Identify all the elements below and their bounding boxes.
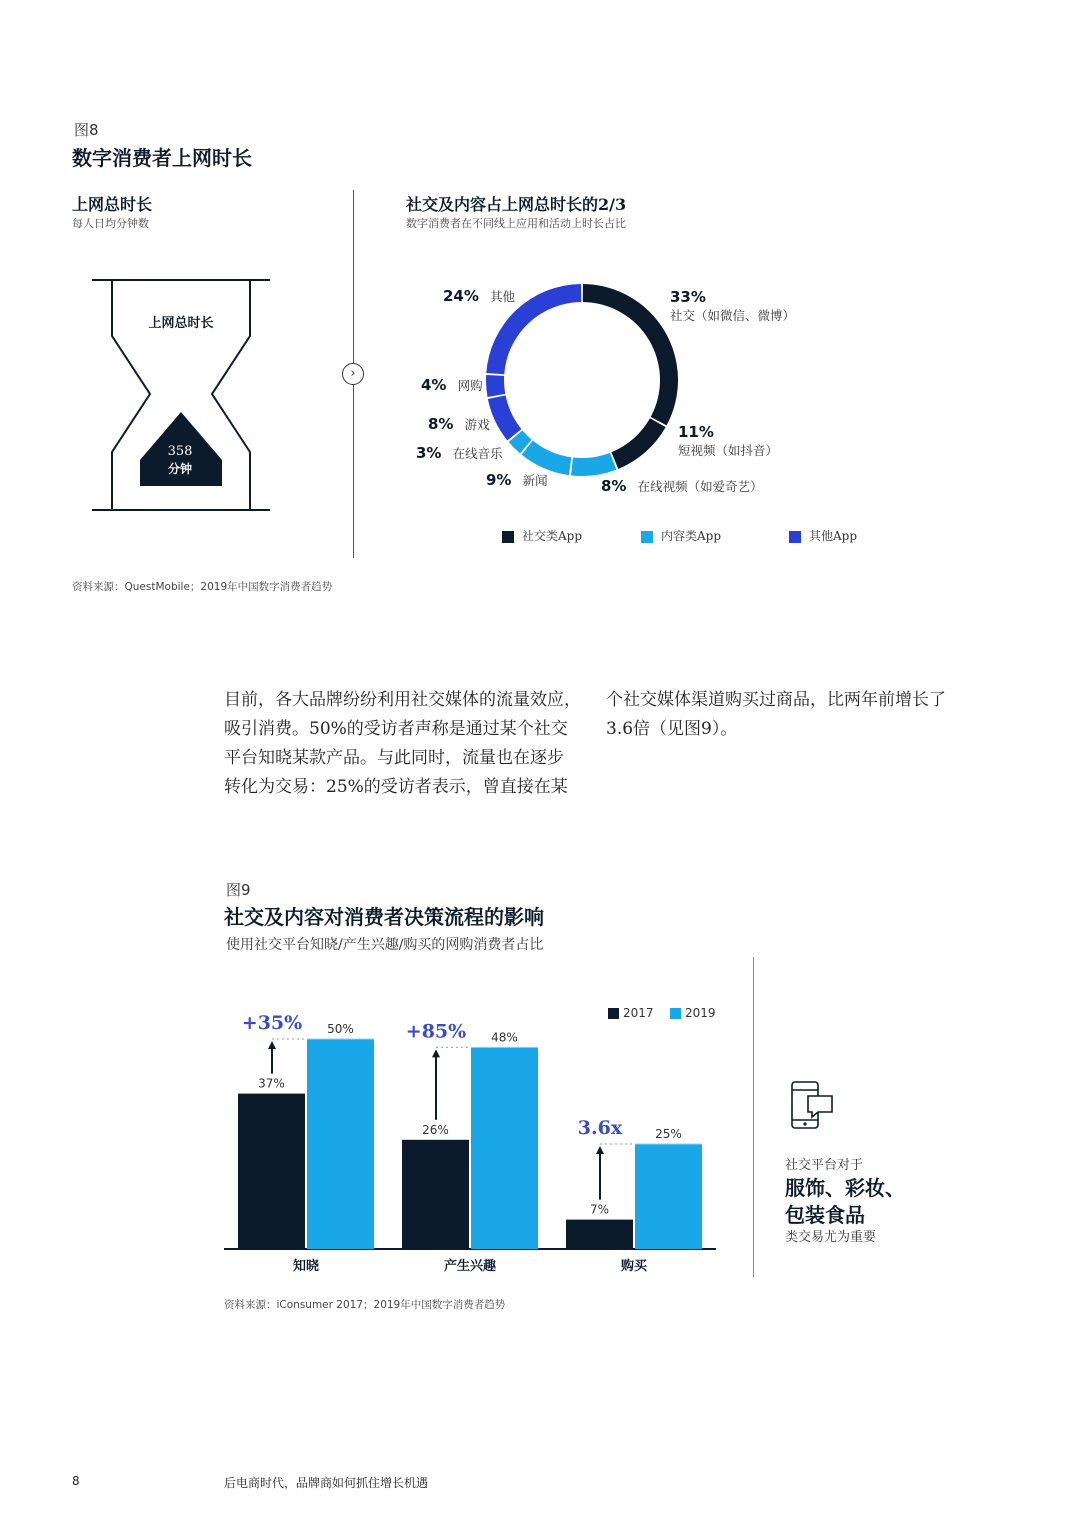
legend-other: [789, 527, 857, 544]
bar-value-label: 7%: [589, 1202, 610, 1217]
phone-chat-icon: [788, 1080, 836, 1132]
bar-2019-1: [471, 1047, 538, 1249]
bar-value-label: 26%: [422, 1122, 449, 1137]
donut-name: 网购: [457, 378, 483, 393]
donut-pct: 11%: [678, 423, 714, 441]
footer-title: 后电商时代，品牌商如何抓住增长机遇: [224, 1476, 429, 1490]
legend-label: 2017: [623, 1006, 654, 1020]
donut-label-other: [443, 286, 515, 305]
fig9-subtitle: 使用社交平台知晓/产生兴趣/购买的网购消费者占比: [226, 937, 544, 953]
donut-slice-1: [611, 418, 665, 469]
side-note-line3: 包装食品: [785, 1203, 865, 1227]
donut-label-shopping: [421, 375, 483, 394]
donut-label-music: [416, 443, 503, 462]
legend-label: 其他App: [809, 529, 858, 543]
donut-slice-6: [486, 375, 505, 397]
bar-value-label: 25%: [655, 1127, 682, 1141]
donut-pct: 4%: [421, 376, 447, 394]
fig8-left-title: 上网总时长: [72, 195, 153, 214]
fig8-right-title: 社交及内容占上网总时长的2/3: [406, 195, 627, 214]
donut-pct: 9%: [486, 471, 512, 489]
legend-swatch: [641, 531, 653, 543]
legend-label: 内容类App: [661, 529, 722, 543]
bar-chart: [220, 995, 730, 1280]
side-note-line4: 类交易尤为重要: [785, 1230, 877, 1245]
donut-name: 在线音乐: [452, 446, 503, 461]
legend-swatch: [502, 531, 514, 543]
growth-label: +85%: [405, 1020, 467, 1043]
hourglass-label: 上网总时长: [148, 316, 214, 331]
donut-pct: 8%: [428, 415, 454, 433]
donut-slice-0: [583, 284, 678, 425]
fig9-source: 资料来源：iConsumer 2017；2019年中国数字消费者趋势: [224, 1299, 506, 1311]
donut-label-video: [601, 476, 763, 495]
legend-social: [502, 527, 582, 544]
growth-arrow-head: [268, 1041, 276, 1049]
fig8-source: 资料来源：QuestMobile；2019年中国数字消费者趋势: [72, 581, 333, 593]
side-note-line2: 服饰、彩妆、: [785, 1176, 905, 1200]
donut-pct: 24%: [443, 287, 479, 305]
donut-slice-2: [571, 453, 616, 476]
fig9-label: 图9: [226, 881, 251, 899]
bar-legend-2019: [670, 1006, 716, 1020]
text-line: 平台知晓某款产品。与此同时，流量也在逐步: [224, 748, 564, 768]
legend-label: 2019: [685, 1006, 716, 1020]
bar-2017-0: [238, 1094, 305, 1249]
donut-label-shortvideo: [678, 423, 778, 459]
fig8-label: 图8: [74, 121, 99, 139]
donut-name: 短视频（如抖音）: [678, 443, 779, 458]
legend-label: 社交类App: [522, 529, 583, 543]
text-line: 转化为交易：25%的受访者表示，曾直接在某: [224, 777, 568, 797]
hourglass-value: 358: [167, 444, 193, 459]
bar-2019-0: [307, 1039, 374, 1249]
donut-chart: [480, 278, 684, 482]
body-text-left: [224, 686, 596, 802]
category-label: 知晓: [292, 1259, 320, 1274]
donut-name: 其他: [490, 289, 516, 304]
growth-arrow-head: [596, 1146, 604, 1154]
text-line: 目前，各大品牌纷纷利用社交媒体的流量效应，: [224, 690, 581, 710]
fig8-title: 数字消费者上网时长: [72, 146, 252, 170]
bar-value-label: 48%: [491, 1030, 518, 1045]
category-label: 购买: [620, 1259, 648, 1274]
side-note-line1: 社交平台对于: [785, 1158, 864, 1173]
chevron-right-icon: ›: [342, 363, 364, 385]
bar-2019-2: [635, 1144, 702, 1249]
growth-label: +35%: [241, 1012, 303, 1034]
fig8-left-subtitle: 每人日均分钟数: [72, 217, 149, 230]
bar-2017-2: [566, 1220, 633, 1249]
donut-name: 在线视频（如爱奇艺）: [637, 479, 763, 494]
bar-value-label: 37%: [258, 1076, 285, 1091]
donut-label-news: [486, 470, 548, 489]
growth-label: 3.6x: [577, 1117, 623, 1139]
donut-label-social: [670, 288, 795, 324]
fig8-right-subtitle: 数字消费者在不同线上应用和活动上时长占比: [406, 217, 626, 230]
donut-name: 游戏: [464, 417, 490, 432]
text-line: 3.6倍（见图9）。: [606, 719, 738, 739]
bar-legend-2017: [608, 1006, 654, 1020]
legend-content: [641, 527, 721, 544]
hourglass-unit: 分钟: [167, 462, 192, 476]
donut-name: 新闻: [522, 473, 548, 488]
donut-label-games: [428, 414, 490, 433]
donut-pct: 3%: [416, 444, 442, 462]
growth-arrow-head: [432, 1049, 440, 1057]
legend-swatch: [789, 531, 801, 543]
page-number: 8: [72, 1474, 80, 1488]
fig9-divider: [753, 957, 754, 1277]
donut-slice-5: [488, 395, 521, 440]
text-line: 个社交媒体渠道购买过商品，比两年前增长了: [606, 690, 946, 710]
legend-swatch: [670, 1008, 681, 1019]
text-line: 吸引消费。50%的受访者声称是通过某个社交: [224, 719, 568, 739]
donut-pct: 33%: [670, 288, 706, 306]
body-text-right: [606, 686, 978, 744]
fig9-title: 社交及内容对消费者决策流程的影响: [224, 905, 544, 929]
bar-value-label: 50%: [327, 1022, 354, 1036]
donut-name: 社交（如微信、微博）: [670, 308, 796, 323]
bar-2017-1: [402, 1140, 469, 1249]
category-label: 产生兴趣: [443, 1259, 497, 1274]
donut-pct: 8%: [601, 477, 627, 495]
legend-swatch: [608, 1008, 619, 1019]
